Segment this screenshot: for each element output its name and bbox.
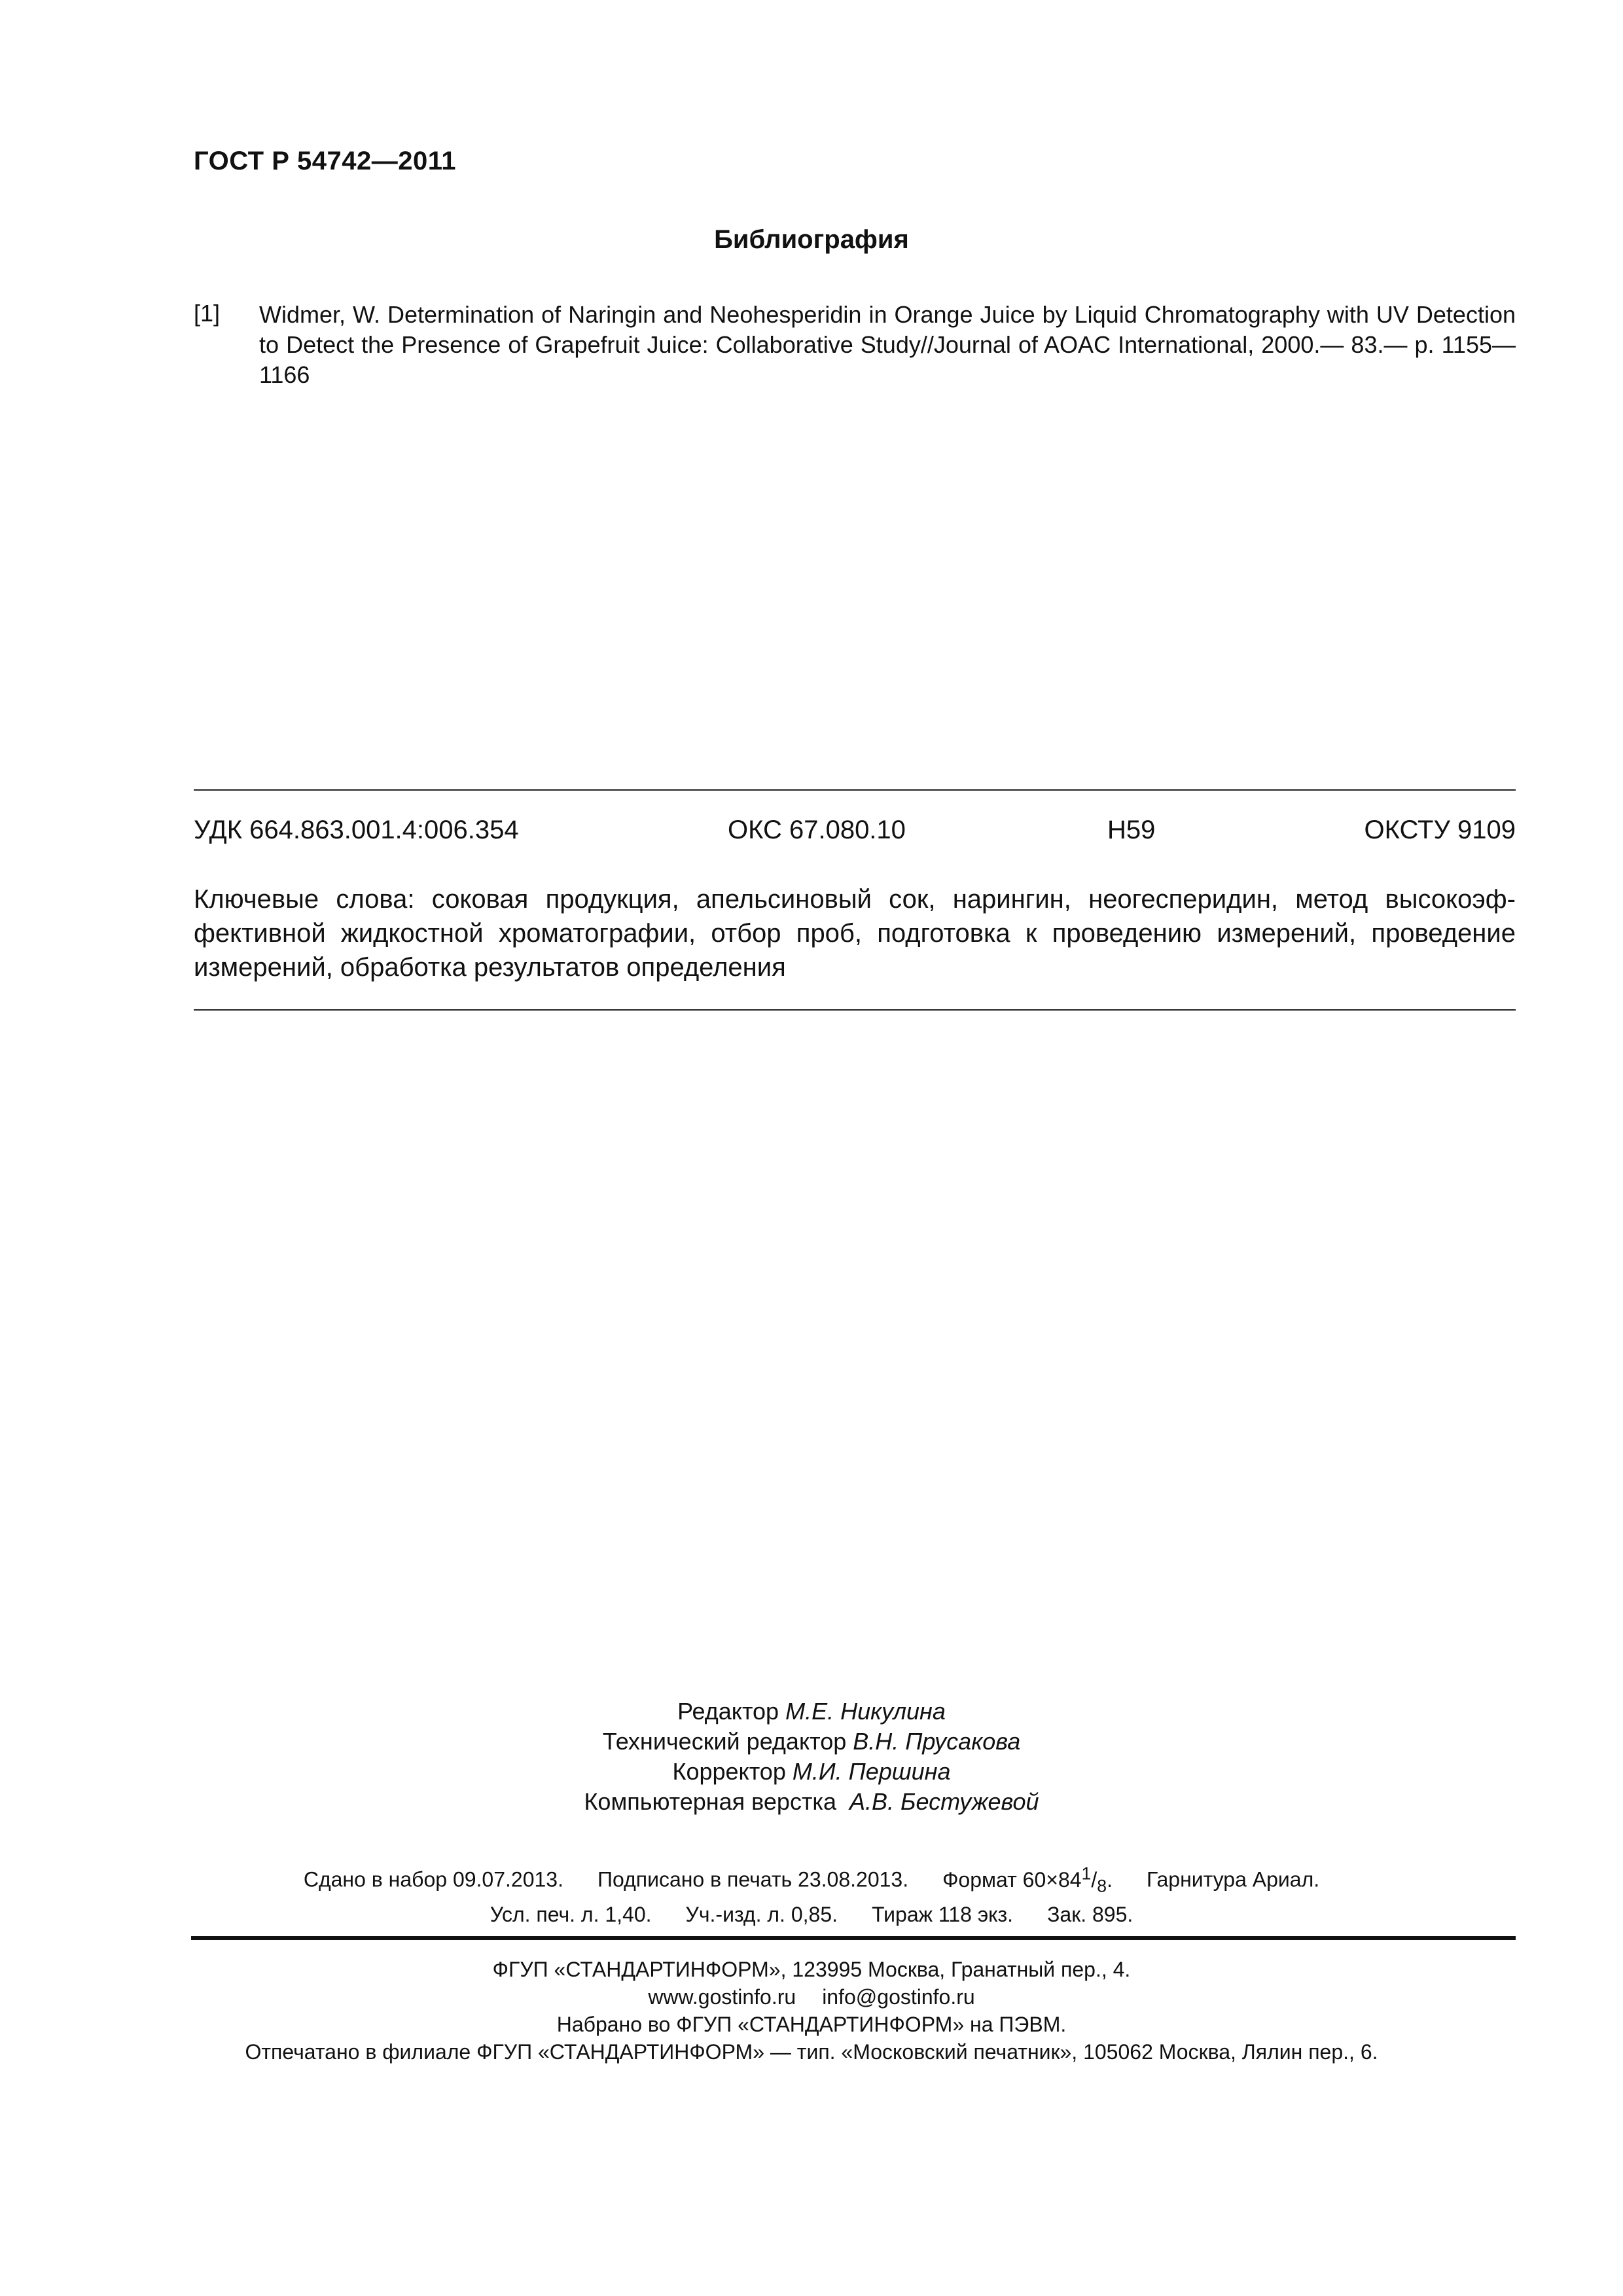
layout-name: А.В. Бестужевой: [849, 1788, 1039, 1815]
keywords: Ключевые слова: соковая продукция, апельсиновый сок, нарингин, неогесперидин, метод высокоэф-фективной жидкостной хроматографии, отбор проб, подготовка к проведению измерений, проведение измерений, обработка результатов определения: [194, 885, 1516, 982]
corrector-line: Корректор М.И. Першина: [672, 1758, 951, 1785]
editor-name: М.Е. Никулина: [785, 1698, 946, 1725]
oks-code: ОКС 67.080.10: [728, 816, 906, 844]
imprint-divider: [191, 1936, 1516, 1940]
divider-top: [194, 789, 1516, 791]
printed-line: Отпечатано в филиале ФГУП «СТАНДАРТИНФОРМ» — тип. «Московский печатник», 105062 Москва, Лялин пер., 6.: [245, 2040, 1378, 2064]
website-link[interactable]: www.gostinfo.ru: [648, 1985, 796, 2009]
tech-editor-name: В.Н. Прусакова: [853, 1728, 1021, 1755]
editor-line: Редактор М.Е. Никулина: [677, 1698, 946, 1725]
format-info: Формат $60\times 84^1/_8$.: [942, 1863, 1113, 1896]
publisher-address: ФГУП «СТАНДАРТИНФОРМ», 123995 Москва, Гранатный пер., 4.: [492, 1958, 1131, 1981]
layout-line: Компьютерная верстка А.В. Бестужевой: [584, 1788, 1039, 1815]
imprint-block: [0, 1956, 1623, 2066]
email-link[interactable]: info@gostinfo.ru: [822, 1985, 975, 2009]
okstu-code: ОКСТУ 9109: [1364, 816, 1516, 844]
publication-line-1: Сдано в набор 09.07.2013. Подписано в печать 23.08.2013. Формат $60\times 84^1/_8$. Гарнитура Ариал.: [303, 1863, 1320, 1896]
tech-editor-line: Технический редактор В.Н. Прусакова: [602, 1728, 1021, 1755]
corrector-name: М.И. Першина: [792, 1758, 951, 1785]
document-code: ГОСТ Р 54742—2011: [194, 147, 456, 175]
group-code: Н59: [1107, 816, 1156, 844]
reference-text: Widmer, W. Determination of Naringin and Neohesperidin in Orange Juice by Liquid Chromatography with UV Detection to Detect the Presence of Grapefruit Juice: Collaborative Study//Journal of AOAC International, 2000.— 83.— р. 1155—1166: [259, 301, 1516, 388]
bibliography-title: Библиография: [714, 225, 909, 254]
contact-line: [0, 1983, 1623, 2011]
reference-number: [1]: [194, 300, 221, 327]
typeset-line: Набрано во ФГУП «СТАНДАРТИНФОРМ» на ПЭВМ.: [556, 2013, 1067, 2036]
credits-block: [0, 1696, 1623, 1817]
udk-code: УДК 664.863.001.4:006.354: [194, 816, 519, 844]
divider-bottom: [194, 1009, 1516, 1011]
publication-info: [0, 1859, 1623, 1929]
publication-line-2: Усл. печ. л. 1,40. Уч.-изд. л. 0,85. Тираж 118 экз. Зак. 895.: [490, 1903, 1133, 1927]
